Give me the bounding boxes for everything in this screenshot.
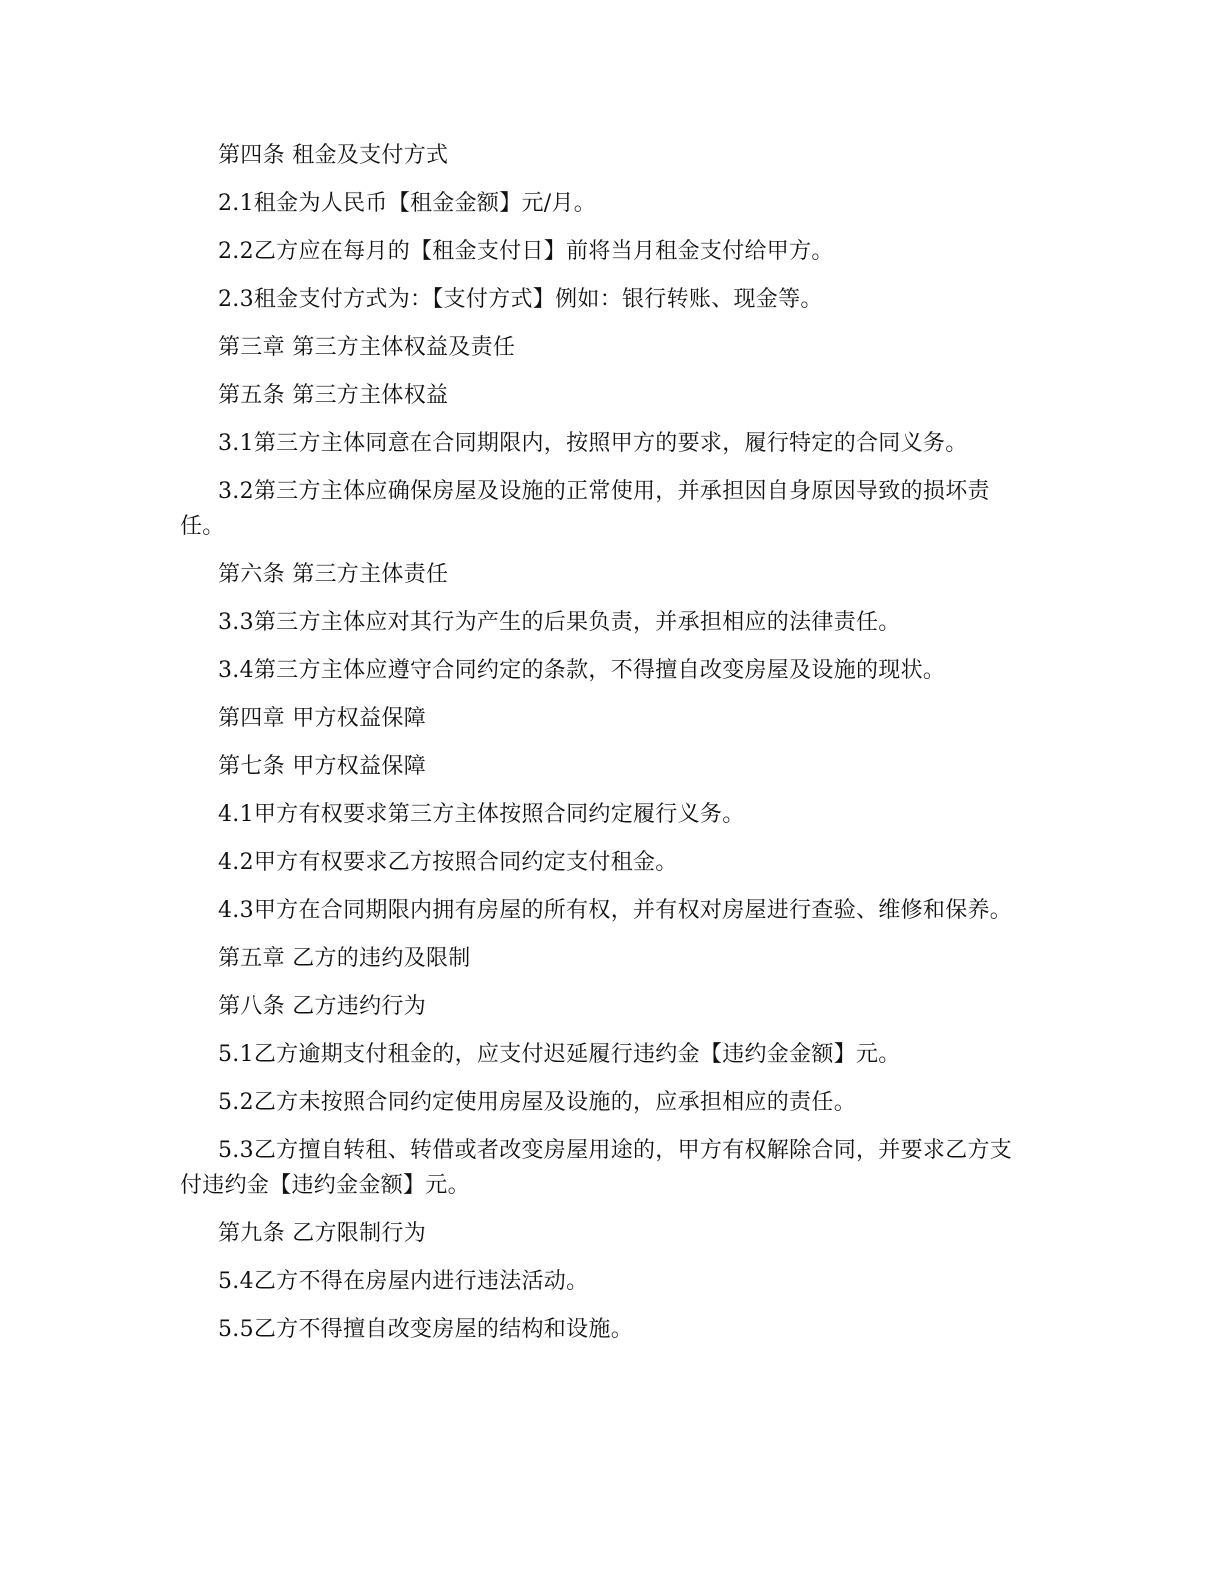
document-page (180, 0, 1030, 1584)
clause-3-4: 3.4第三方主体应遵守合同约定的条款，不得擅自改变房屋及设施的现状。 (218, 658, 946, 683)
article-4-heading: 第四条 租金及支付方式 (218, 143, 449, 168)
document-body (180, 138, 1030, 1360)
chapter-5-heading: 第五章 乙方的违约及限制 (218, 946, 471, 971)
chapter-4-heading: 第四章 甲方权益保障 (218, 706, 426, 731)
clause-5-4: 5.4乙方不得在房屋内进行违法活动。 (218, 1269, 589, 1294)
clause-5-3: 5.3乙方擅自转租、转借或者改变房屋用途的，甲方有权解除合同，并要求乙方支付违约金【违约金金额】元。 (180, 1138, 1013, 1198)
article-5-heading: 第五条 第三方主体权益 (218, 383, 449, 408)
clause-5-2: 5.2乙方未按照合同约定使用房屋及设施的，应承担相应的责任。 (218, 1090, 856, 1115)
clause-3-3: 3.3第三方主体应对其行为产生的后果负责，并承担相应的法律责任。 (218, 610, 901, 635)
article-6-heading: 第六条 第三方主体责任 (218, 562, 449, 587)
clause-4-3: 4.3甲方在合同期限内拥有房屋的所有权，并有权对房屋进行查验、维修和保养。 (218, 898, 1013, 923)
article-8-heading: 第八条 乙方违约行为 (218, 994, 426, 1019)
clause-3-2: 3.2第三方主体应确保房屋及设施的正常使用，并承担因自身原因导致的损坏责任。 (180, 479, 990, 539)
clause-5-5: 5.5乙方不得擅自改变房屋的结构和设施。 (218, 1317, 633, 1342)
article-7-heading: 第七条 甲方权益保障 (218, 754, 426, 779)
clause-3-1: 3.1第三方主体同意在合同期限内，按照甲方的要求，履行特定的合同义务。 (218, 431, 968, 456)
clause-4-1: 4.1甲方有权要求第三方主体按照合同约定履行义务。 (218, 802, 745, 827)
clause-2-3: 2.3租金支付方式为：【支付方式】例如：银行转账、现金等。 (218, 287, 823, 312)
clause-5-1: 5.1乙方逾期支付租金的，应支付迟延履行违约金【违约金金额】元。 (218, 1042, 901, 1067)
clause-4-2: 4.2甲方有权要求乙方按照合同约定支付租金。 (218, 850, 678, 875)
clause-2-2: 2.2乙方应在每月的【租金支付日】前将当月租金支付给甲方。 (218, 239, 834, 264)
clause-2-1: 2.1租金为人民币【租金金额】元/月。 (218, 191, 597, 216)
article-9-heading: 第九条 乙方限制行为 (218, 1221, 426, 1246)
chapter-3-heading: 第三章 第三方主体权益及责任 (218, 335, 516, 360)
